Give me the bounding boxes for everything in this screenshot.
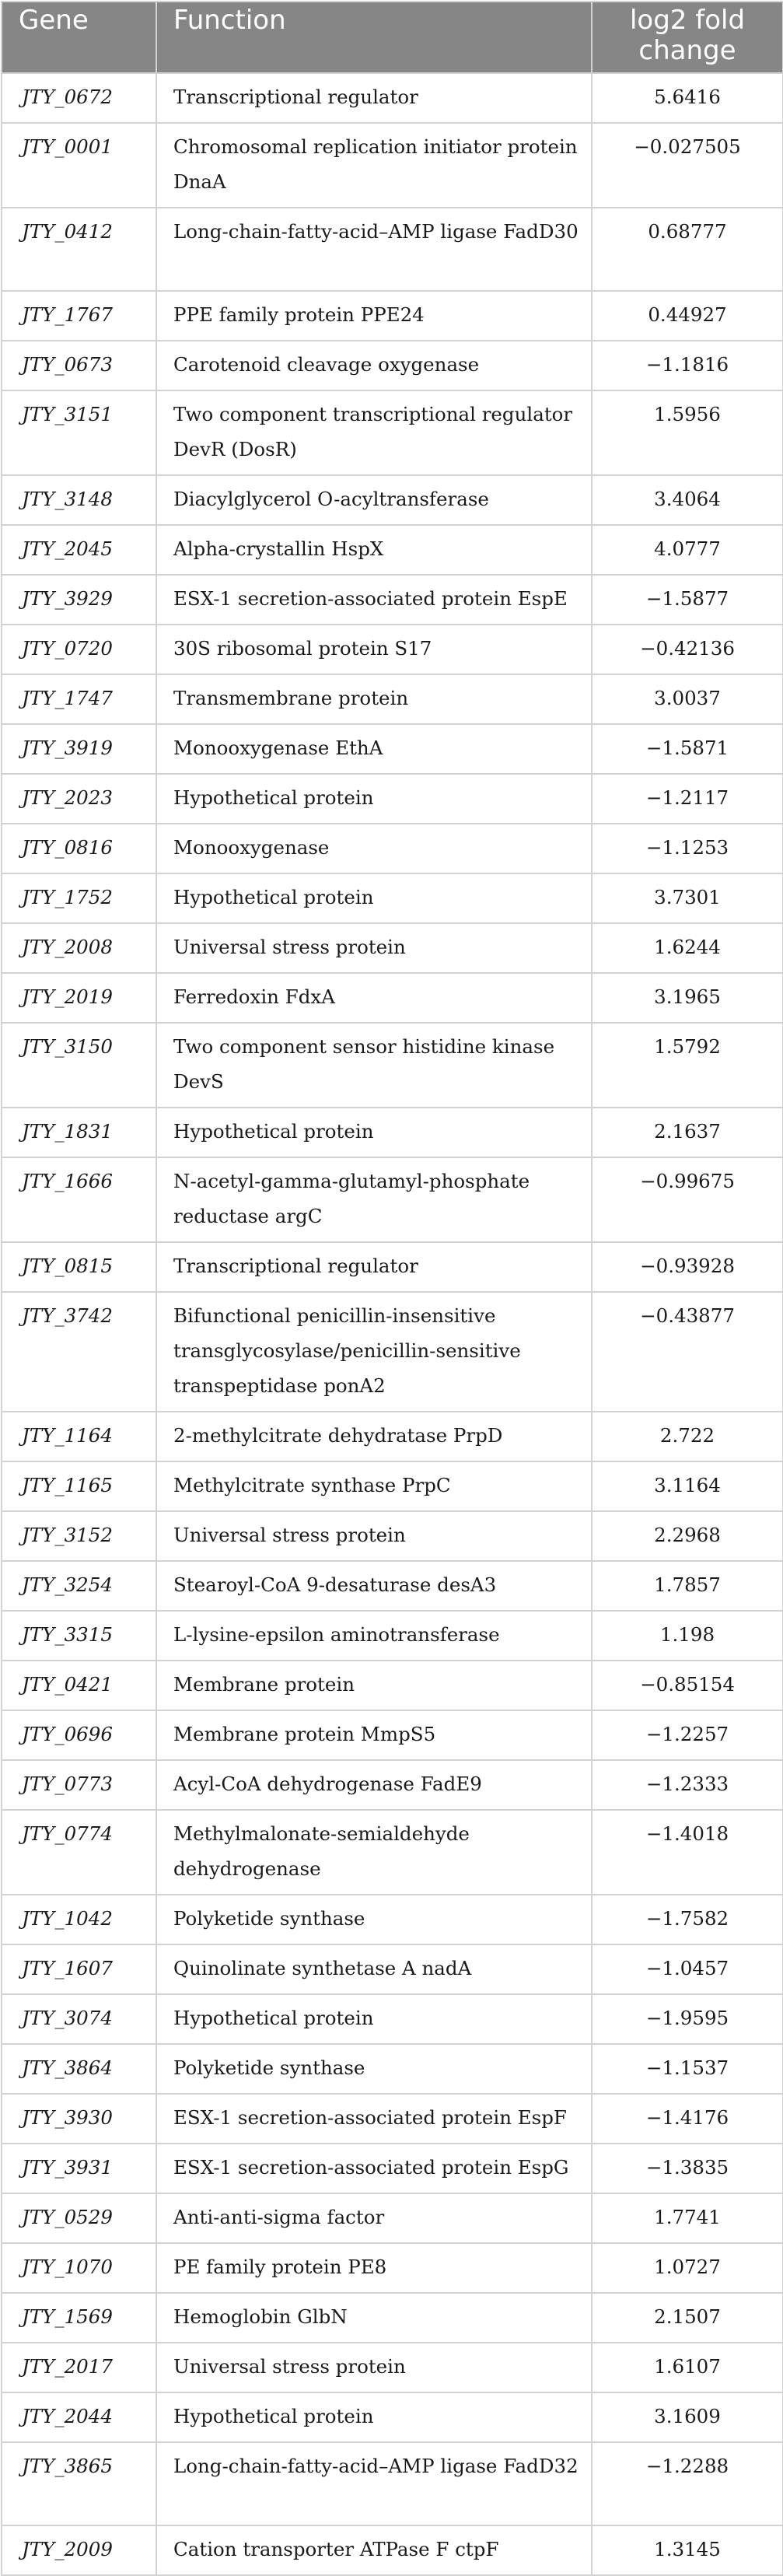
table-row bbox=[2, 1994, 783, 2044]
table-row bbox=[2, 390, 783, 475]
function-cell: Transcriptional regulator bbox=[156, 1242, 592, 1292]
gene-cell: JTY_2017 bbox=[2, 2343, 156, 2392]
gene-cell: JTY_3742 bbox=[2, 1292, 156, 1412]
gene-cell: JTY_3254 bbox=[2, 1561, 156, 1611]
table-row bbox=[2, 1242, 783, 1292]
function-cell: PE family protein PE8 bbox=[156, 2243, 592, 2293]
gene-cell: JTY_1747 bbox=[2, 674, 156, 724]
table-row bbox=[2, 1895, 783, 1944]
fold-change-cell: 1.3145 bbox=[592, 2525, 783, 2575]
fold-change-cell: 2.1637 bbox=[592, 1108, 783, 1157]
table-row bbox=[2, 475, 783, 525]
gene-cell: JTY_0412 bbox=[2, 208, 156, 291]
gene-cell: JTY_3864 bbox=[2, 2044, 156, 2094]
gene-cell: JTY_0529 bbox=[2, 2193, 156, 2243]
table-row bbox=[2, 1710, 783, 1760]
gene-cell: JTY_2023 bbox=[2, 774, 156, 824]
fold-change-cell: 3.0037 bbox=[592, 674, 783, 724]
gene-cell: JTY_1165 bbox=[2, 1461, 156, 1511]
function-cell: 30S ribosomal protein S17 bbox=[156, 625, 592, 674]
table-row bbox=[2, 2293, 783, 2343]
table-row bbox=[2, 1412, 783, 1461]
fold-change-cell: −0.85154 bbox=[592, 1661, 783, 1710]
fold-change-cell: 3.1965 bbox=[592, 973, 783, 1023]
function-cell: Two component transcriptional regulator DevR (DosR) bbox=[156, 390, 592, 475]
table-row bbox=[2, 2243, 783, 2293]
table-row bbox=[2, 824, 783, 873]
function-cell: Methylcitrate synthase PrpC bbox=[156, 1461, 592, 1511]
function-cell: Monooxygenase EthA bbox=[156, 724, 592, 774]
gene-cell: JTY_1070 bbox=[2, 2243, 156, 2293]
gene-cell: JTY_3074 bbox=[2, 1994, 156, 2044]
fold-change-cell: 3.1609 bbox=[592, 2392, 783, 2442]
table-row bbox=[2, 724, 783, 774]
table-row bbox=[2, 923, 783, 973]
function-cell: N-acetyl-gamma-glutamyl-phosphate reductase argC bbox=[156, 1157, 592, 1242]
table-row bbox=[2, 2442, 783, 2525]
fold-change-cell: 1.6107 bbox=[592, 2343, 783, 2392]
gene-cell: JTY_1607 bbox=[2, 1944, 156, 1994]
gene-cell: JTY_3148 bbox=[2, 475, 156, 525]
fold-change-cell: 2.1507 bbox=[592, 2293, 783, 2343]
function-cell: Ferredoxin FdxA bbox=[156, 973, 592, 1023]
fold-change-cell: −1.2333 bbox=[592, 1760, 783, 1810]
function-cell: Hemoglobin GlbN bbox=[156, 2293, 592, 2343]
fold-change-cell: −1.1537 bbox=[592, 2044, 783, 2094]
gene-cell: JTY_1831 bbox=[2, 1108, 156, 1157]
fold-change-cell: −1.9595 bbox=[592, 1994, 783, 2044]
table-row bbox=[2, 208, 783, 291]
fold-change-cell: 1.5792 bbox=[592, 1023, 783, 1108]
fold-change-cell: −1.5877 bbox=[592, 575, 783, 625]
gene-cell: JTY_0815 bbox=[2, 1242, 156, 1292]
fold-change-cell: −1.4018 bbox=[592, 1810, 783, 1895]
fold-change-cell: −1.2288 bbox=[592, 2442, 783, 2525]
gene-cell: JTY_0773 bbox=[2, 1760, 156, 1810]
fold-change-cell: 1.5956 bbox=[592, 390, 783, 475]
function-cell: Methylmalonate-semialdehyde dehydrogenase bbox=[156, 1810, 592, 1895]
fold-change-cell: −1.2257 bbox=[592, 1710, 783, 1760]
table-row bbox=[2, 973, 783, 1023]
table-row bbox=[2, 341, 783, 390]
function-cell: Monooxygenase bbox=[156, 824, 592, 873]
gene-cell: JTY_1752 bbox=[2, 873, 156, 923]
table-row bbox=[2, 2094, 783, 2144]
table-row bbox=[2, 2343, 783, 2392]
fold-change-cell: −1.2117 bbox=[592, 774, 783, 824]
fold-change-cell: −0.99675 bbox=[592, 1157, 783, 1242]
fold-change-cell: −1.1253 bbox=[592, 824, 783, 873]
table-row bbox=[2, 1561, 783, 1611]
table-row bbox=[2, 2193, 783, 2243]
function-cell: ESX-1 secretion-associated protein EspF bbox=[156, 2094, 592, 2144]
table-row bbox=[2, 1157, 783, 1242]
fold-change-cell: 3.7301 bbox=[592, 873, 783, 923]
function-cell: Bifunctional penicillin-insensitive transglycosylase/penicillin-sensitive transpeptidase ponA2 bbox=[156, 1292, 592, 1412]
table-row bbox=[2, 73, 783, 123]
function-cell: Hypothetical protein bbox=[156, 873, 592, 923]
gene-cell: JTY_3151 bbox=[2, 390, 156, 475]
gene-cell: JTY_3931 bbox=[2, 2144, 156, 2193]
fold-change-cell: −1.1816 bbox=[592, 341, 783, 390]
function-cell: Acyl-CoA dehydrogenase FadE9 bbox=[156, 1760, 592, 1810]
header-gene: Gene bbox=[2, 2, 156, 73]
fold-change-cell: 2.722 bbox=[592, 1412, 783, 1461]
function-cell: Hypothetical protein bbox=[156, 1108, 592, 1157]
fold-change-cell: −1.3835 bbox=[592, 2144, 783, 2193]
function-cell: Universal stress protein bbox=[156, 2343, 592, 2392]
gene-cell: JTY_2044 bbox=[2, 2392, 156, 2442]
gene-table bbox=[1, 1, 783, 2576]
fold-change-cell: 1.0727 bbox=[592, 2243, 783, 2293]
gene-cell: JTY_1569 bbox=[2, 2293, 156, 2343]
table-row bbox=[2, 1108, 783, 1157]
fold-change-cell: −0.42136 bbox=[592, 625, 783, 674]
fold-change-cell: −1.7582 bbox=[592, 1895, 783, 1944]
function-cell: Membrane protein bbox=[156, 1661, 592, 1710]
table-row bbox=[2, 291, 783, 341]
function-cell: Long-chain-fatty-acid–AMP ligase FadD32 bbox=[156, 2442, 592, 2525]
gene-cell: JTY_3152 bbox=[2, 1511, 156, 1561]
function-cell: PPE family protein PPE24 bbox=[156, 291, 592, 341]
table-row bbox=[2, 774, 783, 824]
function-cell: ESX-1 secretion-associated protein EspE bbox=[156, 575, 592, 625]
gene-cell: JTY_1164 bbox=[2, 1412, 156, 1461]
fold-change-cell: 0.68777 bbox=[592, 208, 783, 291]
function-cell: Polyketide synthase bbox=[156, 1895, 592, 1944]
gene-cell: JTY_0421 bbox=[2, 1661, 156, 1710]
function-cell: Transcriptional regulator bbox=[156, 73, 592, 123]
function-cell: Anti-anti-sigma factor bbox=[156, 2193, 592, 2243]
gene-cell: JTY_2019 bbox=[2, 973, 156, 1023]
table-row bbox=[2, 2044, 783, 2094]
table-row bbox=[2, 1611, 783, 1661]
table-row bbox=[2, 1810, 783, 1895]
table-row bbox=[2, 625, 783, 674]
gene-cell: JTY_2045 bbox=[2, 525, 156, 575]
gene-cell: JTY_3930 bbox=[2, 2094, 156, 2144]
table-row bbox=[2, 1760, 783, 1810]
function-cell: Carotenoid cleavage oxygenase bbox=[156, 341, 592, 390]
fold-change-cell: 3.1164 bbox=[592, 1461, 783, 1511]
table-row bbox=[2, 1661, 783, 1710]
table-body bbox=[2, 73, 783, 2575]
gene-cell: JTY_0696 bbox=[2, 1710, 156, 1760]
function-cell: Hypothetical protein bbox=[156, 2392, 592, 2442]
fold-change-cell: −0.93928 bbox=[592, 1242, 783, 1292]
header-row bbox=[2, 2, 783, 73]
gene-cell: JTY_0673 bbox=[2, 341, 156, 390]
function-cell: Membrane protein MmpS5 bbox=[156, 1710, 592, 1760]
table-row bbox=[2, 1292, 783, 1412]
table-row bbox=[2, 674, 783, 724]
fold-change-cell: 3.4064 bbox=[592, 475, 783, 525]
function-cell: Hypothetical protein bbox=[156, 774, 592, 824]
gene-cell: JTY_1042 bbox=[2, 1895, 156, 1944]
table-row bbox=[2, 2144, 783, 2193]
gene-cell: JTY_2008 bbox=[2, 923, 156, 973]
gene-cell: JTY_0672 bbox=[2, 73, 156, 123]
fold-change-cell: 5.6416 bbox=[592, 73, 783, 123]
function-cell: Universal stress protein bbox=[156, 923, 592, 973]
gene-cell: JTY_1666 bbox=[2, 1157, 156, 1242]
function-cell: 2-methylcitrate dehydratase PrpD bbox=[156, 1412, 592, 1461]
table-row bbox=[2, 1023, 783, 1108]
table-row bbox=[2, 2525, 783, 2575]
fold-change-cell: −1.5871 bbox=[592, 724, 783, 774]
table-row bbox=[2, 575, 783, 625]
fold-change-cell: −1.0457 bbox=[592, 1944, 783, 1994]
table-row bbox=[2, 123, 783, 208]
table-row bbox=[2, 873, 783, 923]
function-cell: Cation transporter ATPase F ctpF bbox=[156, 2525, 592, 2575]
function-cell: Polyketide synthase bbox=[156, 2044, 592, 2094]
gene-cell: JTY_3919 bbox=[2, 724, 156, 774]
function-cell: Alpha-crystallin HspX bbox=[156, 525, 592, 575]
fold-change-cell: −1.4176 bbox=[592, 2094, 783, 2144]
fold-change-cell: 1.7741 bbox=[592, 2193, 783, 2243]
function-cell: Chromosomal replication initiator protein DnaA bbox=[156, 123, 592, 208]
function-cell: Hypothetical protein bbox=[156, 1994, 592, 2044]
gene-cell: JTY_3150 bbox=[2, 1023, 156, 1108]
function-cell: L-lysine-epsilon aminotransferase bbox=[156, 1611, 592, 1661]
function-cell: Quinolinate synthetase A nadA bbox=[156, 1944, 592, 1994]
fold-change-cell: −0.43877 bbox=[592, 1292, 783, 1412]
function-cell: Long-chain-fatty-acid–AMP ligase FadD30 bbox=[156, 208, 592, 291]
gene-cell: JTY_2009 bbox=[2, 2525, 156, 2575]
header-fold-change: log2 fold change bbox=[592, 2, 783, 73]
header-function: Function bbox=[156, 2, 592, 73]
gene-cell: JTY_0001 bbox=[2, 123, 156, 208]
gene-cell: JTY_0720 bbox=[2, 625, 156, 674]
fold-change-cell: 2.2968 bbox=[592, 1511, 783, 1561]
fold-change-cell: 4.0777 bbox=[592, 525, 783, 575]
table-row bbox=[2, 1511, 783, 1561]
table-row bbox=[2, 525, 783, 575]
function-cell: Diacylglycerol O-acyltransferase bbox=[156, 475, 592, 525]
fold-change-cell: 1.198 bbox=[592, 1611, 783, 1661]
table-header bbox=[2, 2, 783, 73]
fold-change-cell: 1.7857 bbox=[592, 1561, 783, 1611]
gene-cell: JTY_3315 bbox=[2, 1611, 156, 1661]
gene-cell: JTY_1767 bbox=[2, 291, 156, 341]
fold-change-cell: 0.44927 bbox=[592, 291, 783, 341]
fold-change-cell: −0.027505 bbox=[592, 123, 783, 208]
gene-cell: JTY_3865 bbox=[2, 2442, 156, 2525]
table-row bbox=[2, 1461, 783, 1511]
table-row bbox=[2, 2392, 783, 2442]
gene-cell: JTY_0816 bbox=[2, 824, 156, 873]
function-cell: Transmembrane protein bbox=[156, 674, 592, 724]
fold-change-cell: 1.6244 bbox=[592, 923, 783, 973]
function-cell: Two component sensor histidine kinase DevS bbox=[156, 1023, 592, 1108]
table-row bbox=[2, 1944, 783, 1994]
function-cell: Universal stress protein bbox=[156, 1511, 592, 1561]
gene-cell: JTY_0774 bbox=[2, 1810, 156, 1895]
function-cell: Stearoyl-CoA 9-desaturase desA3 bbox=[156, 1561, 592, 1611]
function-cell: ESX-1 secretion-associated protein EspG bbox=[156, 2144, 592, 2193]
gene-cell: JTY_3929 bbox=[2, 575, 156, 625]
